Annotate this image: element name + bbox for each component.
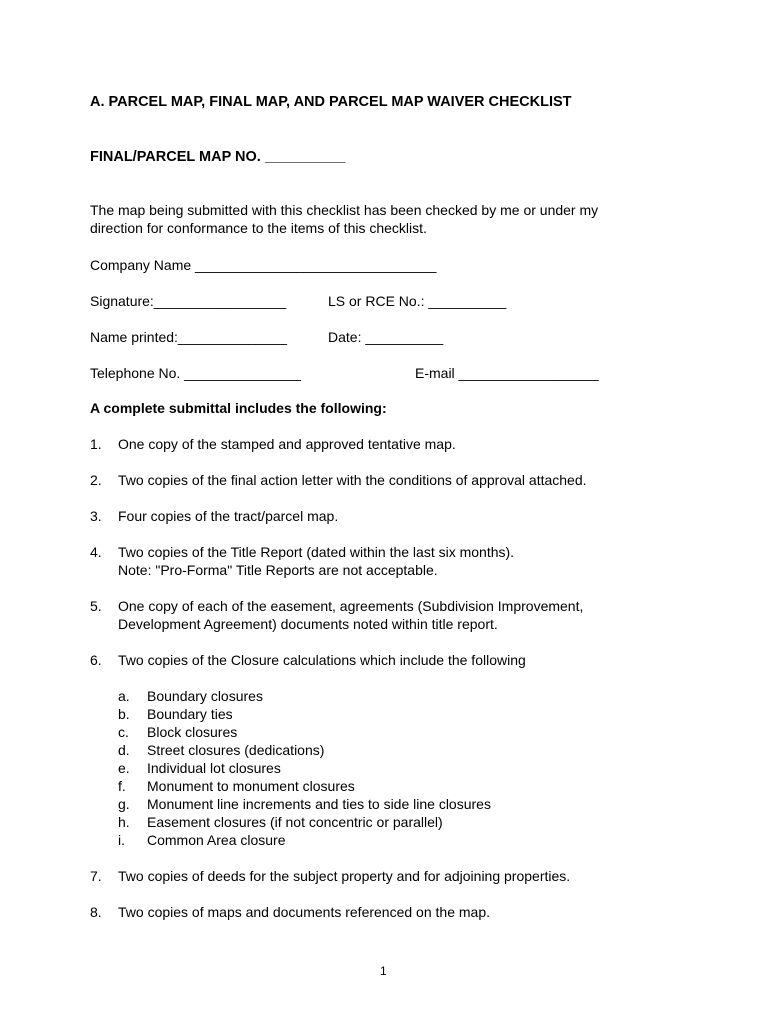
sub-item-letter: b. bbox=[118, 706, 130, 722]
sub-item-text: Common Area closure bbox=[147, 832, 286, 848]
telephone-field: Telephone No. _______________ bbox=[90, 365, 301, 381]
sub-item-text: Monument line increments and ties to side line closures bbox=[147, 796, 491, 812]
sub-item-letter: d. bbox=[118, 742, 130, 758]
sub-item-letter: f. bbox=[118, 778, 126, 794]
list-item-note: Note: "Pro-Forma" Title Reports are not acceptable. bbox=[118, 562, 438, 578]
sub-item-text: Monument to monument closures bbox=[147, 778, 355, 794]
list-item-number: 6. bbox=[90, 652, 102, 668]
list-item-number: 7. bbox=[90, 868, 102, 884]
company-name-field: Company Name _______________________________ bbox=[90, 257, 437, 273]
list-item-text: Two copies of the final action letter with the conditions of approval attached. bbox=[118, 472, 587, 488]
sub-item-letter: a. bbox=[118, 688, 130, 704]
sub-item-text: Easement closures (if not concentric or parallel) bbox=[147, 814, 443, 830]
sub-item-text: Street closures (dedications) bbox=[147, 742, 325, 758]
sub-item-text: Block closures bbox=[147, 724, 238, 740]
sub-item-letter: h. bbox=[118, 814, 130, 830]
list-item-text: One copy of the stamped and approved tentative map. bbox=[118, 436, 456, 452]
sub-item-text: Boundary closures bbox=[147, 688, 263, 704]
submittal-heading: A complete submittal includes the following: bbox=[90, 400, 387, 416]
list-item-text: Two copies of deeds for the subject property and for adjoining properties. bbox=[118, 868, 571, 884]
sub-item-letter: g. bbox=[118, 796, 130, 812]
list-item-text-continued: Development Agreement) documents noted within title report. bbox=[118, 616, 498, 632]
list-item-text: Four copies of the tract/parcel map. bbox=[118, 508, 339, 524]
sub-item-text: Individual lot closures bbox=[147, 760, 281, 776]
sub-item-text: Boundary ties bbox=[147, 706, 233, 722]
list-item-number: 2. bbox=[90, 472, 102, 488]
list-item-number: 8. bbox=[90, 904, 102, 920]
list-item-number: 1. bbox=[90, 436, 102, 452]
date-field: Date: __________ bbox=[328, 329, 444, 345]
sub-item-letter: c. bbox=[118, 724, 129, 740]
sub-item-letter: e. bbox=[118, 760, 130, 776]
intro-line-1: The map being submitted with this checklist has been checked by me or under my bbox=[90, 202, 599, 218]
name-printed-field: Name printed:______________ bbox=[90, 329, 287, 345]
list-item-number: 3. bbox=[90, 508, 102, 524]
email-field: E-mail __________________ bbox=[415, 365, 599, 381]
list-item-text: One copy of each of the easement, agreements (Subdivision Improvement, bbox=[118, 598, 584, 614]
signature-field: Signature:_________________ bbox=[90, 293, 287, 309]
list-item-number: 5. bbox=[90, 598, 102, 614]
checklist-title: A. PARCEL MAP, FINAL MAP, AND PARCEL MAP WAIVER CHECKLIST bbox=[90, 94, 572, 110]
intro-line-2: direction for conformance to the items of this checklist. bbox=[90, 220, 427, 236]
license-number-field: LS or RCE No.: __________ bbox=[328, 293, 507, 309]
list-item-text: Two copies of maps and documents referenced on the map. bbox=[118, 904, 490, 920]
list-item-number: 4. bbox=[90, 544, 102, 560]
page-number: 1 bbox=[380, 964, 387, 978]
map-number-field: FINAL/PARCEL MAP NO. __________ bbox=[90, 149, 346, 165]
list-item-text: Two copies of the Closure calculations which include the following bbox=[118, 652, 526, 668]
sub-item-letter: i. bbox=[118, 832, 125, 848]
list-item-text: Two copies of the Title Report (dated within the last six months). bbox=[118, 544, 515, 560]
